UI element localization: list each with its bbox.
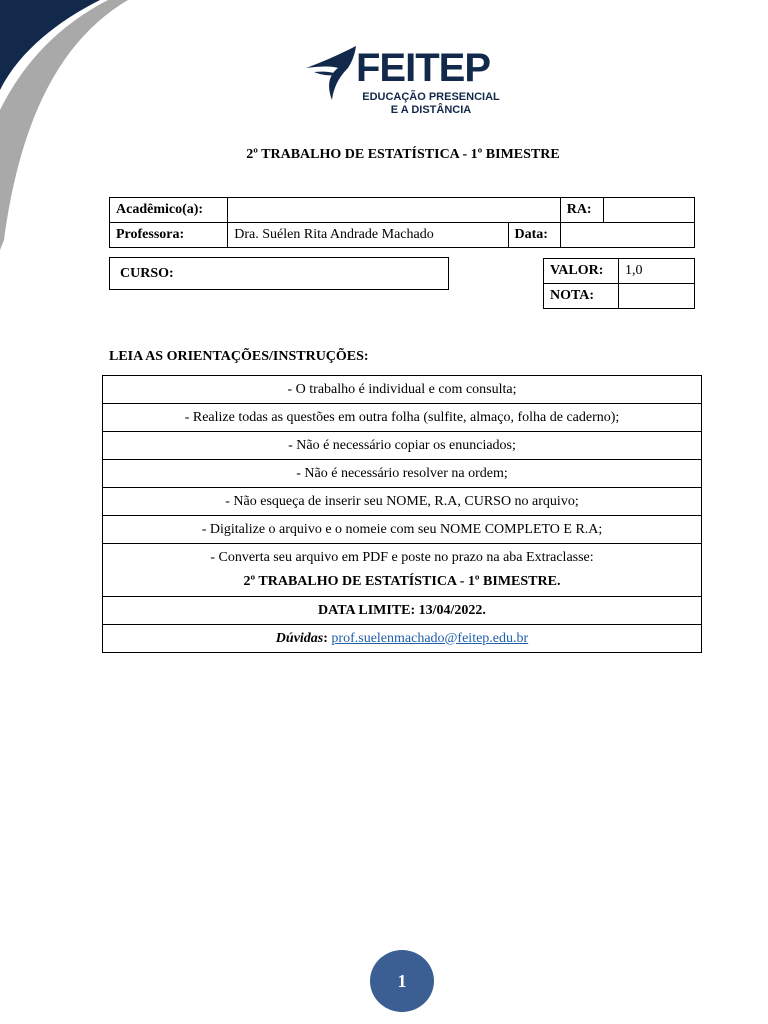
brand-subtitle-1: EDUCAÇÃO PRESENCIAL <box>362 91 500 103</box>
instruction-item: - Não esqueça de inserir seu NOME, R.A, CURSO no arquivo; <box>103 488 702 516</box>
instruction-item: - Realize todas as questões em outra folha (sulfite, almaço, folha de caderno); <box>103 404 702 432</box>
student-field[interactable] <box>228 198 560 223</box>
deadline: DATA LIMITE: 13/04/2022. <box>103 597 702 625</box>
doubts-label: Dúvidas <box>275 630 324 646</box>
value-amount: 1,0 <box>619 259 695 284</box>
professor-name: Dra. Suélen Rita Andrade Machado <box>228 223 508 248</box>
brand-subtitle-2: E A DISTÂNCIA <box>390 104 472 116</box>
date-label: Data: <box>508 223 560 248</box>
document-title: 2º TRABALHO DE ESTATÍSTICA - 1º BIMESTRE <box>246 147 560 162</box>
score-label: NOTA: <box>544 284 619 309</box>
submission-title: 2º TRABALHO DE ESTATÍSTICA - 1º BIMESTRE. <box>243 574 561 589</box>
ra-field[interactable] <box>604 198 695 223</box>
course-label: CURSO: <box>120 265 174 281</box>
instruction-item: - O trabalho é individual e com consulta; <box>103 376 702 404</box>
date-field[interactable] <box>560 223 694 248</box>
professor-label: Professora: <box>110 223 228 248</box>
feitep-logo <box>304 44 504 120</box>
student-info-table <box>109 197 695 248</box>
grade-table <box>543 258 695 309</box>
value-label: VALOR: <box>544 259 619 284</box>
course-table <box>109 257 449 290</box>
student-label: Acadêmico(a): <box>110 198 228 223</box>
instruction-item: - Não é necessário resolver na ordem; <box>103 460 702 488</box>
ra-label: RA: <box>560 198 604 223</box>
doubts-separator: : <box>323 630 332 646</box>
instruction-item: - Não é necessário copiar os enunciados; <box>103 432 702 460</box>
score-field[interactable] <box>619 284 695 309</box>
instruction-item: - Converta seu arquivo em PDF e poste no prazo na aba Extraclasse: <box>210 550 594 565</box>
page-number-badge: 1 <box>370 950 434 1012</box>
course-field[interactable] <box>110 258 449 290</box>
brand-name: FEITEP <box>356 46 491 90</box>
doubts-row <box>103 625 702 653</box>
instructions-heading: LEIA AS ORIENTAÇÕES/INSTRUÇÕES: <box>109 349 369 364</box>
instruction-item: - Digitalize o arquivo e o nomeie com seu NOME COMPLETO E R.A; <box>103 516 702 544</box>
contact-email-link[interactable]: prof.suelenmachado@feitep.edu.br <box>331 630 529 646</box>
feitep-wing-icon <box>304 44 360 104</box>
instructions-table <box>102 375 702 653</box>
submission-instruction <box>103 544 702 597</box>
